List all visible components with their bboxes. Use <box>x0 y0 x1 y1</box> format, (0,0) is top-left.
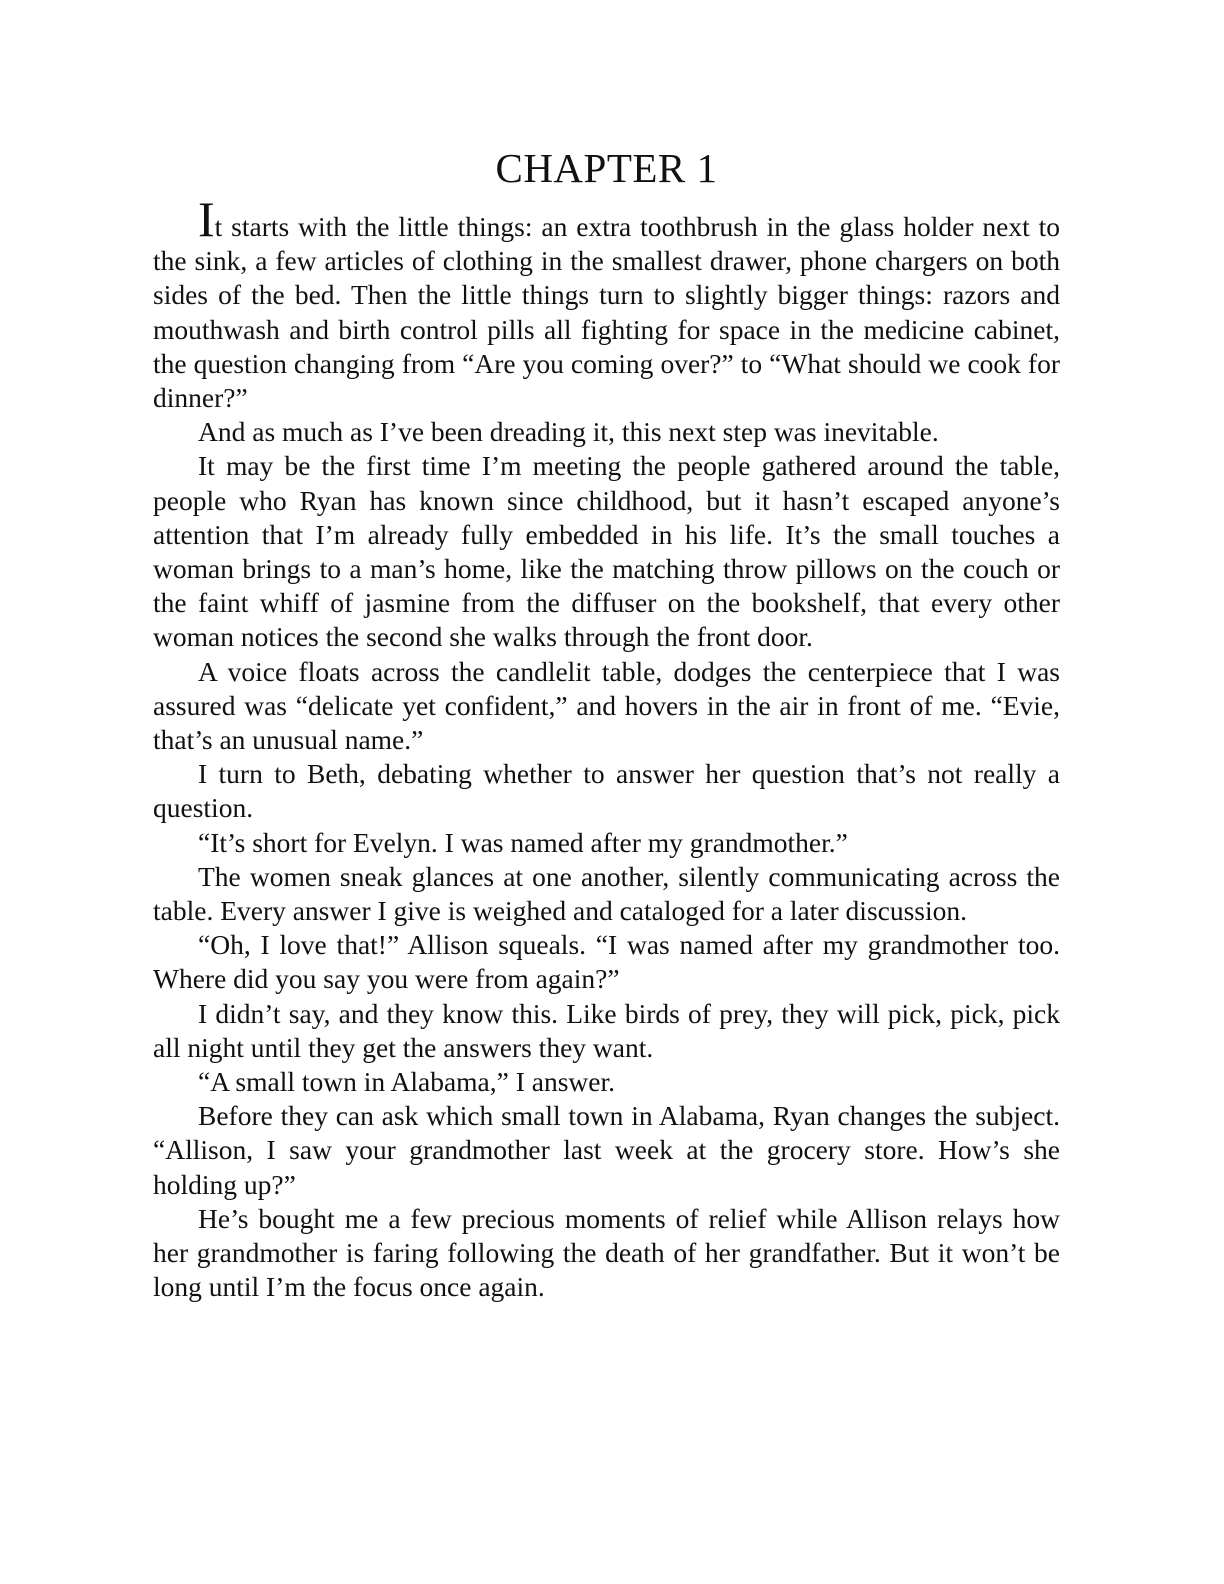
paragraph-9: I didn’t say, and they know this. Like birds of prey, they will pick, pick, pick all night until they get the answers they want. <box>153 997 1060 1063</box>
book-page <box>153 142 1060 1305</box>
paragraph-12: He’s bought me a few precious moments of relief while Allison relays how her grandmother is faring following the death of her grandfather. But it won’t be long until I’m the focus once again. <box>153 1202 1060 1303</box>
chapter-body <box>153 191 1060 1305</box>
paragraph-8: “Oh, I love that!” Allison squeals. “I was named after my grandmother too. Where did you say you were from again?” <box>153 929 1060 995</box>
paragraph-4: A voice floats across the candlelit table, dodges the centerpiece that I was assured was “delicate yet confident,” and hovers in the air in front of me. “Evie, that’s an unusual name.” <box>153 655 1060 756</box>
paragraph-11: Before they can ask which small town in Alabama, Ryan changes the subject. “Allison, I saw your grandmother last week at the grocery store. How’s she holding up?” <box>153 1100 1060 1200</box>
paragraph-2: And as much as I’ve been dreading it, this next step was inevitable. <box>198 416 939 448</box>
paragraph-6: “It’s short for Evelyn. I was named after my grandmother.” <box>198 826 848 858</box>
chapter-title: CHAPTER 1 <box>495 145 718 191</box>
paragraph-5: I turn to Beth, debating whether to answer her question that’s not really a question. <box>153 758 1060 824</box>
paragraph-7: The women sneak glances at one another, silently communicating across the table. Every answer I give is weighed and cataloged for a later discussion. <box>153 860 1060 927</box>
paragraph-3: It may be the first time I’m meeting the people gathered around the table, people who Ryan has known since childhood, but it hasn’t escaped anyone’s attention that I’m already fully embedded in his life. It’s the small touches a woman brings to a man’s home, like the matching throw pillows on the couch or the faint whiff of jasmine from the diffuser on the bookshelf, that every other woman notices the second she walks through the front door. <box>153 450 1060 653</box>
drop-initial: I <box>198 191 215 247</box>
paragraph-1 <box>153 191 1060 415</box>
paragraph-1-text: t starts with the little things: an extra toothbrush in the glass holder next to the sink, a few articles of clothing in the smallest drawer, phone chargers on both sides of the bed. Then the little things turn to slightly bigger things: razors and mouthwash and birth control pills all fighting for space in the medicine cabinet, the question changing from “Are you coming over?” to “What should we cook for dinner?” <box>153 211 1060 414</box>
paragraph-10: “A small town in Alabama,” I answer. <box>198 1066 615 1098</box>
